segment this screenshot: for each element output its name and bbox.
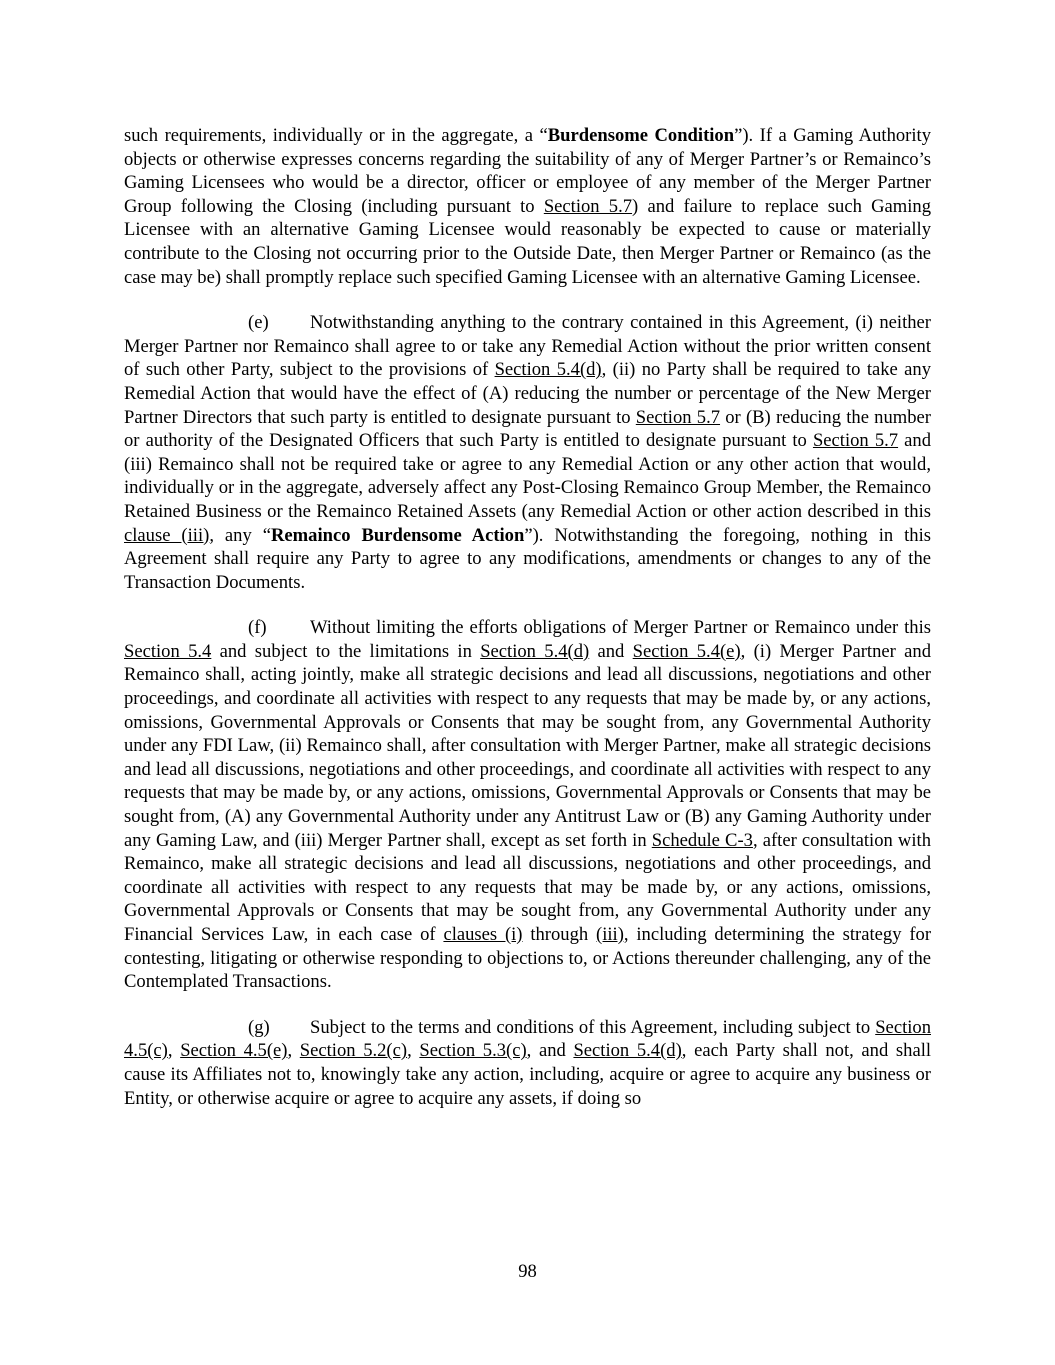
paragraph-label: (f) bbox=[248, 617, 267, 639]
text: , bbox=[287, 1040, 300, 1062]
defined-term: Burdensome Condition bbox=[547, 125, 735, 146]
paragraph-f bbox=[124, 616, 931, 994]
text: , (i) Merger Partner and Remainco shall, acting jointly, make all strategic decisions and lead all discussions, negotiations and other proceedings, and coordinate all activities with respect to any requests that may be made by, or any actions, omissions, Governmental Approvals or Consents that may be sought from, any Governmental Authority under any FDI Law, (ii) Remainco shall, after consultation with Merger Partner, make all strategic decisions and lead all discussions, negotiations and other proceedings, and coordinate all activities with respect to any requests that may be made by, or any actions, omissions, Governmental Approvals or Consents that may be sought from, (A) any Governmental Authority under any Antitrust Law or (B) any Gaming Authority under any Gaming Law, and (iii) Merger Partner shall, except as set forth in bbox=[124, 640, 931, 851]
text: , bbox=[167, 1040, 181, 1062]
paragraph-d-continued bbox=[124, 124, 931, 289]
paragraph-label: (e) bbox=[248, 312, 269, 334]
defined-term: Remainco Burdensome Action bbox=[271, 524, 525, 546]
page-number: 98 bbox=[518, 1261, 537, 1282]
text: ”). If a Gaming Authority objects or otherwise expresses concerns regarding the suitability of any of Merger Partner’s or Remainco’s Gaming Licensees who would be a director, officer or employee of any member of the Merger Partner Group following the Closing (including pursuant to bbox=[124, 125, 931, 217]
text: , and bbox=[526, 1040, 574, 1062]
clause-reference: clauses (i) bbox=[443, 924, 523, 945]
section-reference: Section 5.4(d) bbox=[480, 640, 590, 662]
text: , any “ bbox=[209, 524, 271, 546]
section-reference: Section 5.3(c) bbox=[419, 1040, 527, 1062]
text: through bbox=[522, 924, 597, 945]
text: , after consultation with Remainco, make all strategic decisions and lead all discussions, negotiations and other proceedings, and coordinate all activities with respect to any requests that may be made by, or any actions, omissions, Governmental Approvals or Consents that may be sought from, any Governmental Authority under any Financial Services Law, in each case of bbox=[124, 829, 931, 945]
section-reference: Section 5.4(e) bbox=[632, 640, 741, 662]
text: ”). Notwithstanding the foregoing, nothing in this Agreement shall require any Party to agree to any modifications, amendments or changes to any of the Transaction Documents. bbox=[124, 524, 931, 593]
text: or (B) reducing the number or authority of the Designated Officers that such Party is entitled to designate pursuant to bbox=[124, 406, 931, 452]
text: Subject to the terms and conditions of this Agreement, including subject to bbox=[310, 1016, 876, 1038]
text: such requirements, individually or in the aggregate, a “ bbox=[124, 125, 548, 146]
section-reference: Section 5.2(c) bbox=[299, 1040, 408, 1062]
paragraph-e bbox=[124, 311, 931, 594]
text: ) and failure to replace such Gaming Licensee with an alternative Gaming Licensee would reasonably be expected to cause or materially contribute to the Closing not occurring prior to the Outside Date, then Merger Partner or Remainco (as the case may be) shall promptly replace such specified Gaming Licensee with an alternative Gaming Licensee. bbox=[124, 195, 931, 288]
document-page bbox=[124, 124, 931, 1132]
text: , each Party shall not, and shall cause its Affiliates not to, knowingly take any action, including, acquire or agree to acquire any business or Entity, or otherwise acquire or agree to acquire any assets, if doing so bbox=[124, 1040, 932, 1109]
text: and subject to the limitations in bbox=[211, 640, 481, 662]
clause-reference: clause (iii) bbox=[124, 524, 210, 546]
text: and (iii) Remainco shall not be required take or agree to any Remedial Action or any other action that would, individually or in the aggregate, adversely affect any Post-Closing Remainco Group Member, the Remainco Retained Business or the Remainco Retained Assets (any Remedial Action or other action described in this bbox=[124, 430, 931, 522]
paragraph-g bbox=[124, 1016, 931, 1110]
section-reference: Section 5.7 bbox=[812, 430, 899, 452]
text: , (ii) no Party shall be required to take any Remedial Action that would have the effect of (A) reducing the number or percentage of the New Merger Partner Directors that such party is entitled to designate pursuant to bbox=[124, 359, 931, 428]
text: , including determining the strategy for contesting, litigating or otherwise responding to objections to, or Actions thereunder challenging, any of the Contemplated Transactions. bbox=[124, 924, 932, 993]
section-reference: Section 5.7 bbox=[635, 406, 721, 428]
section-reference: Section 5.4(d) bbox=[494, 359, 602, 381]
section-reference: Section 5.4(d) bbox=[573, 1040, 682, 1062]
paragraph-label: (g) bbox=[248, 1016, 270, 1038]
text: and bbox=[589, 640, 633, 662]
section-reference: Section 4.5(c) bbox=[124, 1016, 931, 1062]
text: , bbox=[407, 1040, 420, 1062]
section-reference: Section 5.4 bbox=[124, 640, 212, 662]
schedule-reference: Schedule C-3 bbox=[651, 829, 753, 851]
clause-reference: (iii) bbox=[596, 924, 624, 945]
text: Without limiting the efforts obligations of Merger Partner or Remainco under this bbox=[310, 617, 931, 639]
text: Notwithstanding anything to the contrary contained in this Agreement, (i) neither Merger Partner nor Remainco shall agree to or take any Remedial Action without the prior written consent of such other Party, subject to the provisions of bbox=[124, 312, 931, 381]
section-reference: Section 5.7 bbox=[543, 195, 633, 217]
section-reference: Section 4.5(e) bbox=[180, 1040, 288, 1062]
